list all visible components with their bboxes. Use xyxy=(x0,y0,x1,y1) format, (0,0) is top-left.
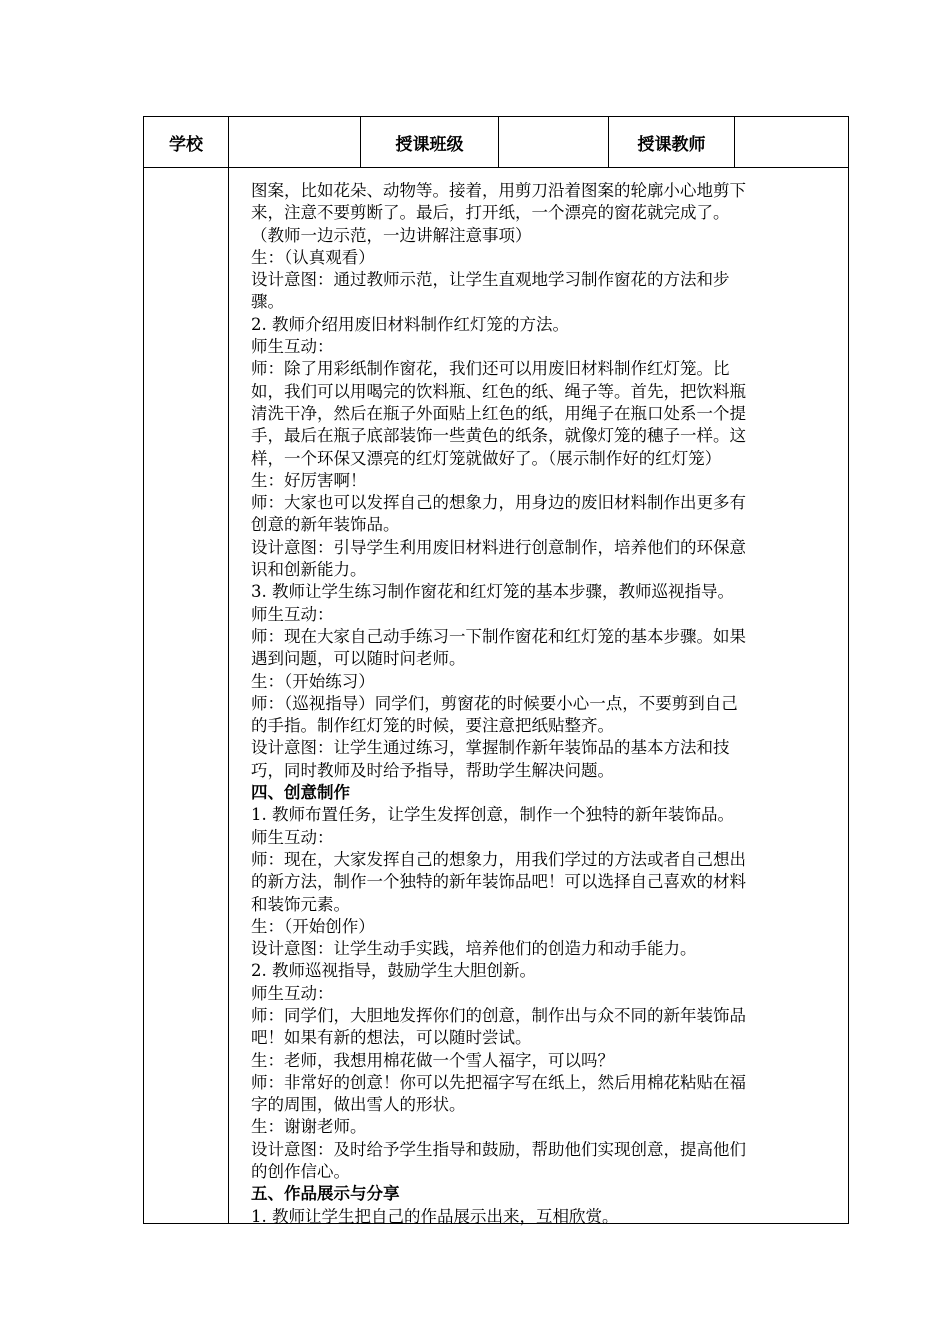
content-line: 创意的新年装饰品。 xyxy=(251,515,400,535)
content-line: 的新方法，制作一个独特的新年装饰品吧！可以选择自己喜欢的材料 xyxy=(251,872,746,892)
content-line: 吧！如果有新的想法，可以随时尝试。 xyxy=(251,1028,532,1048)
content-line: 和装饰元素。 xyxy=(251,894,350,914)
content-line: 师：大家也可以发挥自己的想象力，用身边的废旧材料制作出更多有 xyxy=(251,493,746,513)
content-line: 师：现在，大家发挥自己的想象力，用我们学过的方法或者自己想出 xyxy=(251,849,746,869)
content-line: 设计意图：让学生动手实践，培养他们的创造力和动手能力。 xyxy=(251,939,697,959)
content-line: 生：老师，我想用棉花做一个雪人福字，可以吗？ xyxy=(251,1050,614,1070)
content-line: 设计意图：通过教师示范，让学生直观地学习制作窗花的方法和步 xyxy=(251,270,730,290)
section-heading: 五、作品展示与分享 xyxy=(251,1184,400,1204)
content-line: 2. 教师巡视指导，鼓励学生大胆创新。 xyxy=(251,961,536,981)
content-line: 生：谢谢老师。 xyxy=(251,1117,367,1137)
content-line: 样，一个环保又漂亮的红灯笼就做好了。（展示制作好的红灯笼） xyxy=(251,448,722,468)
section-heading: 四、创意制作 xyxy=(251,783,350,803)
content-line: 字的周围，做出雪人的形状。 xyxy=(251,1095,466,1115)
content-line: 设计意图：让学生通过练习，掌握制作新年装饰品的基本方法和技 xyxy=(251,738,730,758)
lesson-plan-table xyxy=(143,116,849,1224)
content-line: 如，我们可以用喝完的饮料瓶、红色的纸、绳子等。首先，把饮料瓶 xyxy=(251,381,746,401)
content-line: 识和创新能力。 xyxy=(251,560,367,580)
school-value xyxy=(229,117,361,167)
content-line: 的创作信心。 xyxy=(251,1162,350,1182)
content-line: 师生互动： xyxy=(251,827,334,847)
content-line: 师：现在大家自己动手练习一下制作窗花和红灯笼的基本步骤。如果 xyxy=(251,626,746,646)
school-label: 学校 xyxy=(144,117,229,167)
content-line: 1. 教师让学生把自己的作品展示出来，互相欣赏。 xyxy=(251,1206,619,1226)
lesson-content xyxy=(251,180,835,1228)
content-line: 2. 教师介绍用废旧材料制作红灯笼的方法。 xyxy=(251,314,569,334)
class-value xyxy=(499,117,609,167)
teacher-value xyxy=(735,117,848,167)
content-line: 师生互动： xyxy=(251,983,334,1003)
content-line: 巧，同时教师及时给予指导，帮助学生解决问题。 xyxy=(251,760,614,780)
content-line: 设计意图：引导学生利用废旧材料进行创意制作，培养他们的环保意 xyxy=(251,537,746,557)
content-line: 骤。 xyxy=(251,292,284,312)
content-line: 师：同学们，大胆地发挥你们的创意，制作出与众不同的新年装饰品 xyxy=(251,1005,746,1025)
content-line: 生：好厉害啊！ xyxy=(251,470,367,490)
content-line: 的手指。制作红灯笼的时候，要注意把纸贴整齐。 xyxy=(251,716,614,736)
content-line: 设计意图：及时给予学生指导和鼓励，帮助他们实现创意，提高他们 xyxy=(251,1139,746,1159)
content-line: 师：非常好的创意！你可以先把福字写在纸上，然后用棉花粘贴在福 xyxy=(251,1072,746,1092)
class-label: 授课班级 xyxy=(361,117,499,167)
content-line: 师：（巡视指导）同学们，剪窗花的时候要小心一点，不要剪到自己 xyxy=(251,693,738,713)
table-header-row xyxy=(144,117,848,168)
content-line: 师：除了用彩纸制作窗花，我们还可以用废旧材料制作红灯笼。比 xyxy=(251,359,730,379)
content-line: （教师一边示范，一边讲解注意事项） xyxy=(251,225,532,245)
content-line: 师生互动： xyxy=(251,337,334,357)
content-line: 生：（认真观看） xyxy=(251,247,375,267)
content-line: 生：（开始练习） xyxy=(251,671,375,691)
content-line: 手，最后在瓶子底部装饰一些黄色的纸条，就像灯笼的穗子一样。这 xyxy=(251,426,746,446)
left-label-cell xyxy=(144,168,229,1223)
content-line: 遇到问题，可以随时问老师。 xyxy=(251,649,466,669)
content-line: 1. 教师布置任务，让学生发挥创意，制作一个独特的新年装饰品。 xyxy=(251,805,734,825)
content-line: 生：（开始创作） xyxy=(251,916,375,936)
teacher-label: 授课教师 xyxy=(609,117,735,167)
content-line: 清洗干净，然后在瓶子外面贴上红色的纸，用绳子在瓶口处系一个提 xyxy=(251,403,746,423)
content-line: 来，注意不要剪断了。最后，打开纸，一个漂亮的窗花就完成了。 xyxy=(251,203,730,223)
content-line: 图案，比如花朵、动物等。接着，用剪刀沿着图案的轮廓小心地剪下 xyxy=(251,181,746,200)
content-line: 师生互动： xyxy=(251,604,334,624)
table-body-row xyxy=(144,168,848,1226)
content-line: 3. 教师让学生练习制作窗花和红灯笼的基本步骤，教师巡视指导。 xyxy=(251,582,734,602)
